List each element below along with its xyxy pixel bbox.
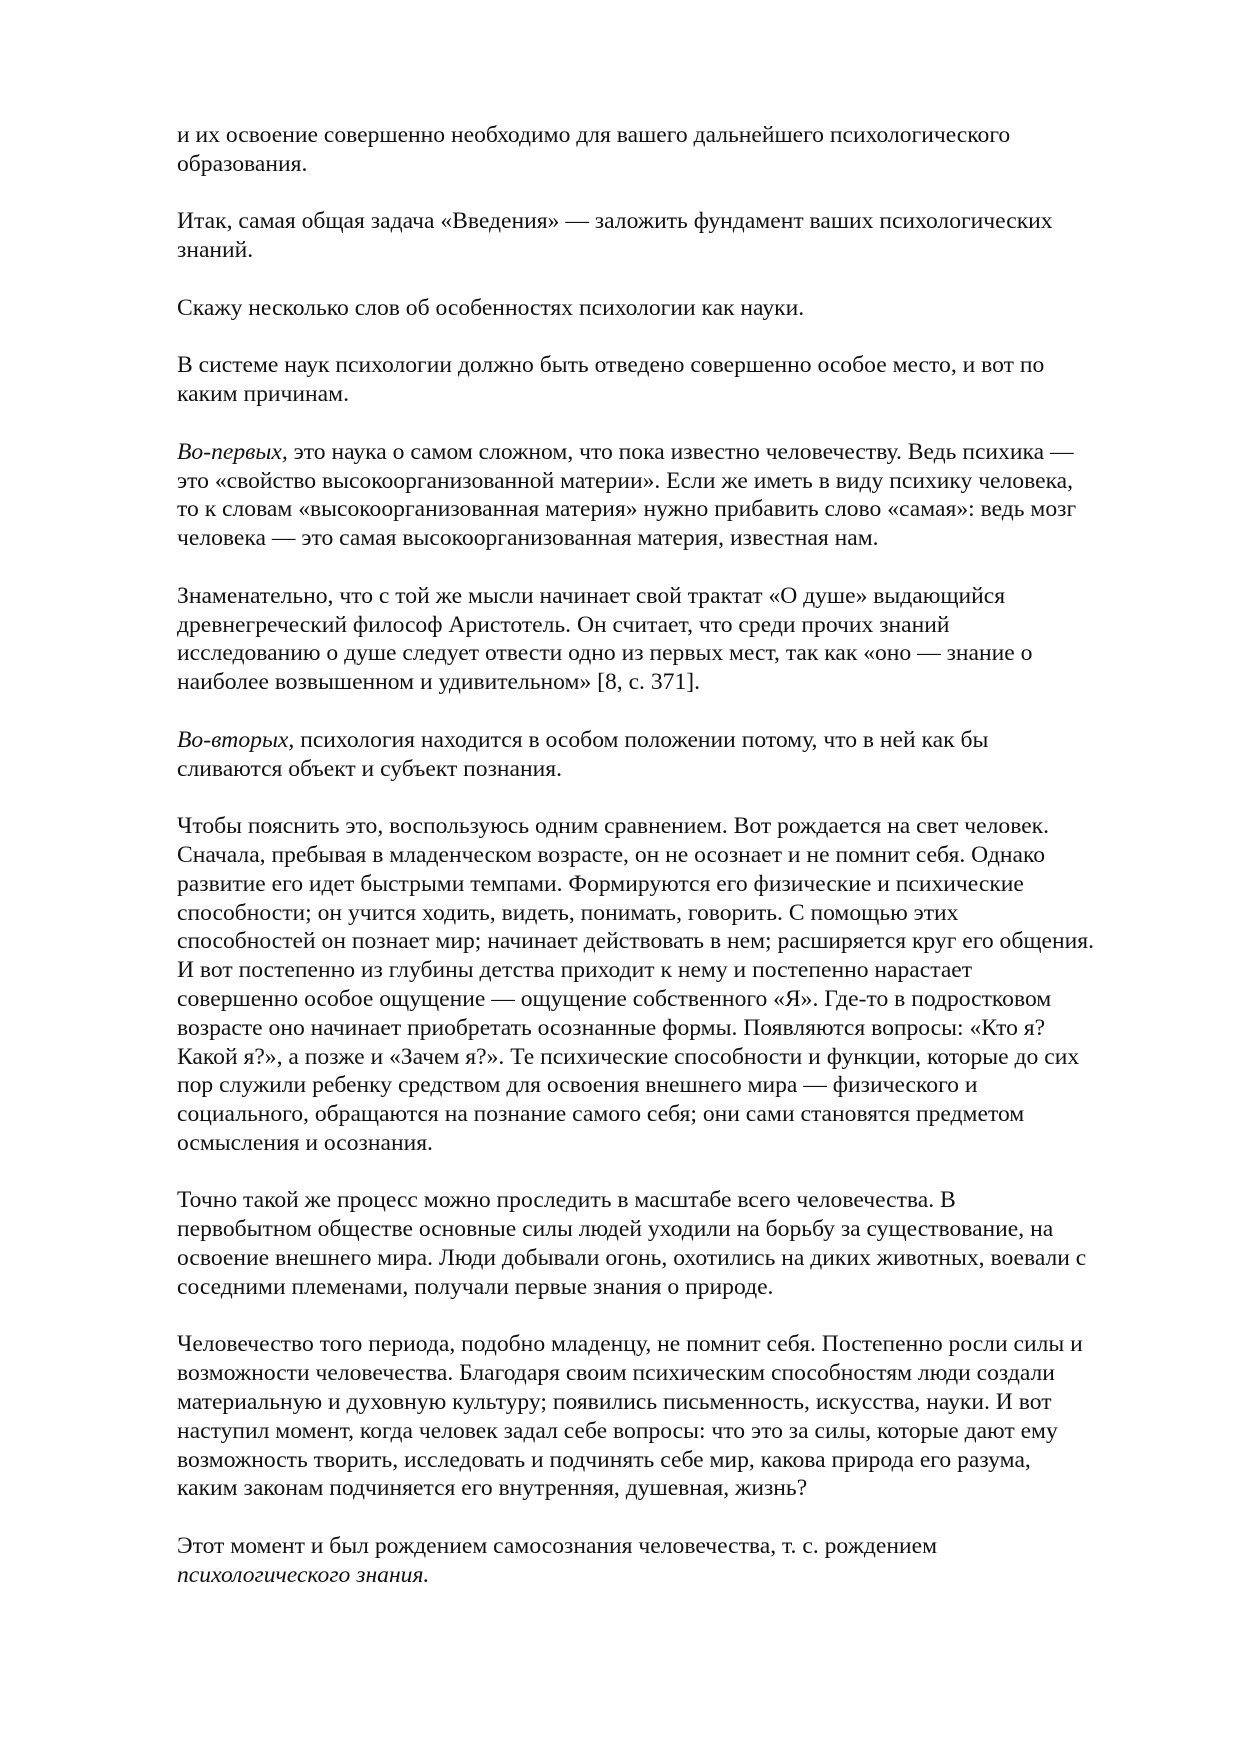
text-line: это «свойство высокоорганизованной материи». Если же иметь в виду психику человека, bbox=[177, 467, 1074, 494]
text-line: Знаменательно, что с той же мысли начинает свой трактат «О душе» выдающийся bbox=[177, 582, 1006, 609]
paragraph-7 bbox=[177, 726, 1167, 784]
paragraph-11 bbox=[177, 1532, 1167, 1590]
text-line: исследованию о душе следует отвести одно из первых мест, так как «оно — знание о bbox=[177, 640, 1033, 667]
text-line: Этот момент и был рождением самосознания человечества, т. с. рождением bbox=[177, 1533, 938, 1560]
paragraph-8 bbox=[177, 812, 1167, 1158]
text-line: соседними племенами, получали первые знания о природе. bbox=[177, 1273, 774, 1300]
line-rest: это наука о самом сложном, что пока известно человечеству. Ведь психика — bbox=[287, 438, 1074, 465]
text-line: каким законам подчиняется его внутренняя, душевная, жизнь? bbox=[177, 1475, 808, 1502]
text-line: И вот постепенно из глубины детства приходит к нему и постепенно нарастает bbox=[177, 957, 973, 984]
text-line: знаний. bbox=[177, 237, 254, 264]
paragraph-1 bbox=[177, 121, 1167, 179]
paragraph-3 bbox=[177, 294, 1167, 323]
text-line: развитие его идет быстрыми темпами. Формируются его физические и психические bbox=[177, 870, 1024, 897]
text-line bbox=[177, 726, 1167, 755]
text-line: возрасте оно начинает приобретать осознанные формы. Появляются вопросы: «Кто я? bbox=[177, 1014, 1046, 1041]
text-line bbox=[177, 438, 1167, 467]
paragraph-9 bbox=[177, 1186, 1167, 1301]
text-line: В системе наук психологии должно быть отведено совершенно особое место, и вот по bbox=[177, 352, 1045, 379]
paragraph-10 bbox=[177, 1330, 1167, 1503]
text-line: человека — это самая высокоорганизованная материя, известная нам. bbox=[177, 525, 879, 552]
text-line: наиболее возвышенном и удивительном» [8, с. 371]. bbox=[177, 669, 701, 696]
text-line: Какой я?», а позже и «Зачем я?». Те психические способности и функции, которые до сих bbox=[177, 1043, 1080, 1070]
paragraph-5 bbox=[177, 438, 1167, 553]
text-line: Чтобы пояснить это, воспользуюсь одним сравнением. Вот рождается на свет человек. bbox=[177, 813, 1050, 840]
paragraph-2 bbox=[177, 207, 1167, 265]
text-line: Сначала, пребывая в младенческом возрасте, он не осознает и не помнит себя. Однако bbox=[177, 841, 1046, 868]
text-line: Итак, самая общая задача «Введения» — заложить фундамент ваших психологических bbox=[177, 208, 1053, 235]
text-line: первобытном обществе основные силы людей уходили на борьбу за существование, на bbox=[177, 1216, 1054, 1243]
text-line: освоение внешнего мира. Люди добывали огонь, охотились на диких животных, воевали с bbox=[177, 1245, 1087, 1272]
text-line: образования. bbox=[177, 150, 308, 177]
text-line: Человечество того периода, подобно младенцу, не помнит себя. Постепенно росли силы и bbox=[177, 1331, 1083, 1358]
text-line: древнегреческий философ Аристотель. Он считает, что среди прочих знаний bbox=[177, 611, 950, 638]
text-line: социального, обращаются на познание самого себя; они сами становятся предметом bbox=[177, 1101, 1025, 1128]
text-line: способностей он познает мир; начинает действовать в нем; расширяется круг его общения. bbox=[177, 928, 1094, 955]
text-line: возможности человечества. Благодаря своим психическим способностям люди создали bbox=[177, 1360, 1055, 1387]
text-line: наступил момент, когда человек задал себе вопросы: что это за силы, которые дают ему bbox=[177, 1417, 1058, 1444]
text-line: осмысления и осознания. bbox=[177, 1129, 433, 1156]
text-line: пор служили ребенку средством для освоения внешнего мира — физического и bbox=[177, 1072, 978, 1099]
text-line: возможность творить, исследовать и подчинять себе мир, какова природа его разума, bbox=[177, 1446, 1031, 1473]
line-rest: психология находится в особом положении потому, что в ней как бы bbox=[294, 726, 989, 753]
text-line: то к словам «высокоорганизованная материя» нужно прибавить слово «самая»: ведь мозг bbox=[177, 496, 1077, 523]
italic-lead: Во-вторых, bbox=[177, 726, 295, 753]
text-line: Точно такой же процесс можно проследить в масштабе всего человечества. В bbox=[177, 1187, 956, 1214]
text-line: материальную и духовную культуру; появились письменность, искусства, науки. И вот bbox=[177, 1389, 1052, 1416]
italic-lead: Во-первых, bbox=[177, 438, 288, 465]
text-line: способности; он учится ходить, видеть, понимать, говорить. С помощью этих bbox=[177, 899, 959, 926]
text-line: Скажу несколько слов об особенностях психологии как науки. bbox=[177, 294, 805, 321]
italic-tail: психологического знания. bbox=[177, 1561, 430, 1588]
text-line: совершенно особое ощущение — ощущение собственного «Я». Где-то в подростковом bbox=[177, 985, 1052, 1012]
text-line: сливаются объект и субъект познания. bbox=[177, 755, 563, 782]
text-line: каким причинам. bbox=[177, 381, 349, 408]
text-line: и их освоение совершенно необходимо для вашего дальнейшего психологического bbox=[177, 122, 1011, 148]
paragraph-4 bbox=[177, 351, 1167, 409]
paragraph-6 bbox=[177, 582, 1167, 697]
document-page bbox=[177, 121, 1167, 1618]
